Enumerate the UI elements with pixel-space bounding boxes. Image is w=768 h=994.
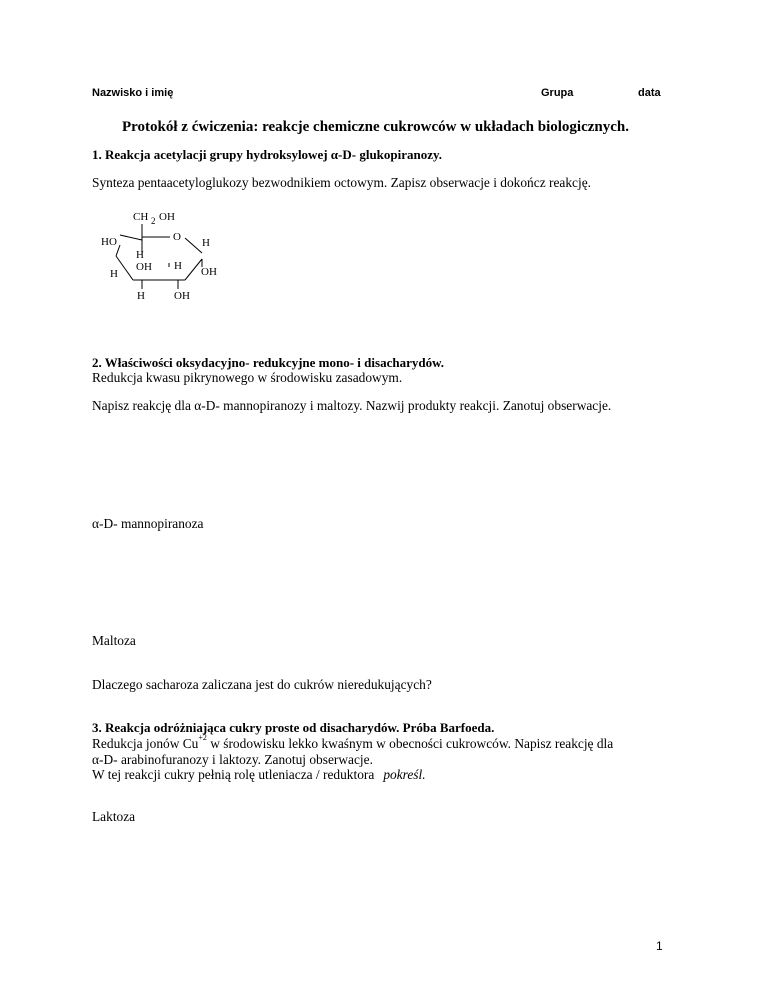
oh-bottom-label: OH bbox=[174, 290, 190, 302]
section2-heading: 2. Właściwości oksydacyjno- redukcyjne mono- i disacharydów. bbox=[92, 355, 444, 370]
page-number: 1 bbox=[656, 939, 663, 953]
h-bottom-label: H bbox=[137, 290, 145, 302]
section1-heading: 1. Reakcja acetylacji grupy hydroksylowej α-D- glukopiranozy. bbox=[92, 147, 443, 162]
group-label: Grupa bbox=[541, 87, 574, 99]
underline-instruction: pokreśl. bbox=[383, 767, 426, 782]
page-title: Protokół z ćwiczenia: reakcje chemiczne cukrowców w układach biologicznych. bbox=[122, 119, 630, 135]
ring-oxygen-label: O bbox=[173, 231, 181, 243]
maltose-label: Maltoza bbox=[92, 633, 136, 648]
h-left-label: H bbox=[110, 268, 118, 280]
h-right-label: H bbox=[202, 237, 210, 249]
ch2-oh-label: OH bbox=[159, 211, 175, 223]
section2-instruction: Napisz reakcję dla α-D- mannopiranozy i maltozy. Nazwij produkty reakcji. Zanotuj obserwacje. bbox=[92, 398, 612, 413]
section3-line1 bbox=[92, 733, 614, 752]
mannopyranose-label: α-D- mannopiranoza bbox=[92, 516, 204, 531]
section3-line1-end: w środowisku lekko kwaśnym w obecności cukrowców. Napisz reakcję dla bbox=[206, 736, 614, 751]
name-label: Nazwisko i imię bbox=[92, 87, 174, 99]
copper-charge: +2 bbox=[198, 733, 207, 742]
section3-line2: α-D- arabinofuranozy i laktozy. Zanotuj obserwacje. bbox=[92, 752, 373, 767]
ho-label: HO bbox=[101, 236, 117, 248]
section2-subheading: Redukcja kwasu pikrynowego w środowisku zasadowym. bbox=[92, 370, 403, 385]
section1-text: Synteza pentaacetyloglukozy bezwodnikiem octowym. Zapisz obserwacje i dokończ reakcję. bbox=[92, 175, 591, 190]
oh-right-label: OH bbox=[201, 266, 217, 278]
section3-heading: 3. Reakcja odróżniająca cukry proste od disacharydów. Próba Barfoeda. bbox=[92, 720, 495, 735]
oh-inner-label: OH bbox=[136, 261, 152, 273]
date-label: data bbox=[638, 87, 661, 99]
h-inner-label: H bbox=[136, 249, 144, 261]
section3-line3-text: W tej reakcji cukry pełnią rolę utleniacza / reduktora bbox=[92, 767, 375, 782]
ch2-label: CH bbox=[133, 211, 149, 223]
sucrose-question: Dlaczego sacharoza zaliczana jest do cukrów nieredukujących? bbox=[92, 677, 432, 692]
section3-line3 bbox=[92, 767, 426, 783]
lactose-label: Laktoza bbox=[92, 809, 136, 824]
ch2-subscript: 2 bbox=[151, 216, 156, 226]
glucose-structure bbox=[90, 205, 240, 305]
section3-line1-start: Redukcja jonów Cu bbox=[92, 736, 199, 751]
h-mid-label: H bbox=[174, 260, 182, 272]
